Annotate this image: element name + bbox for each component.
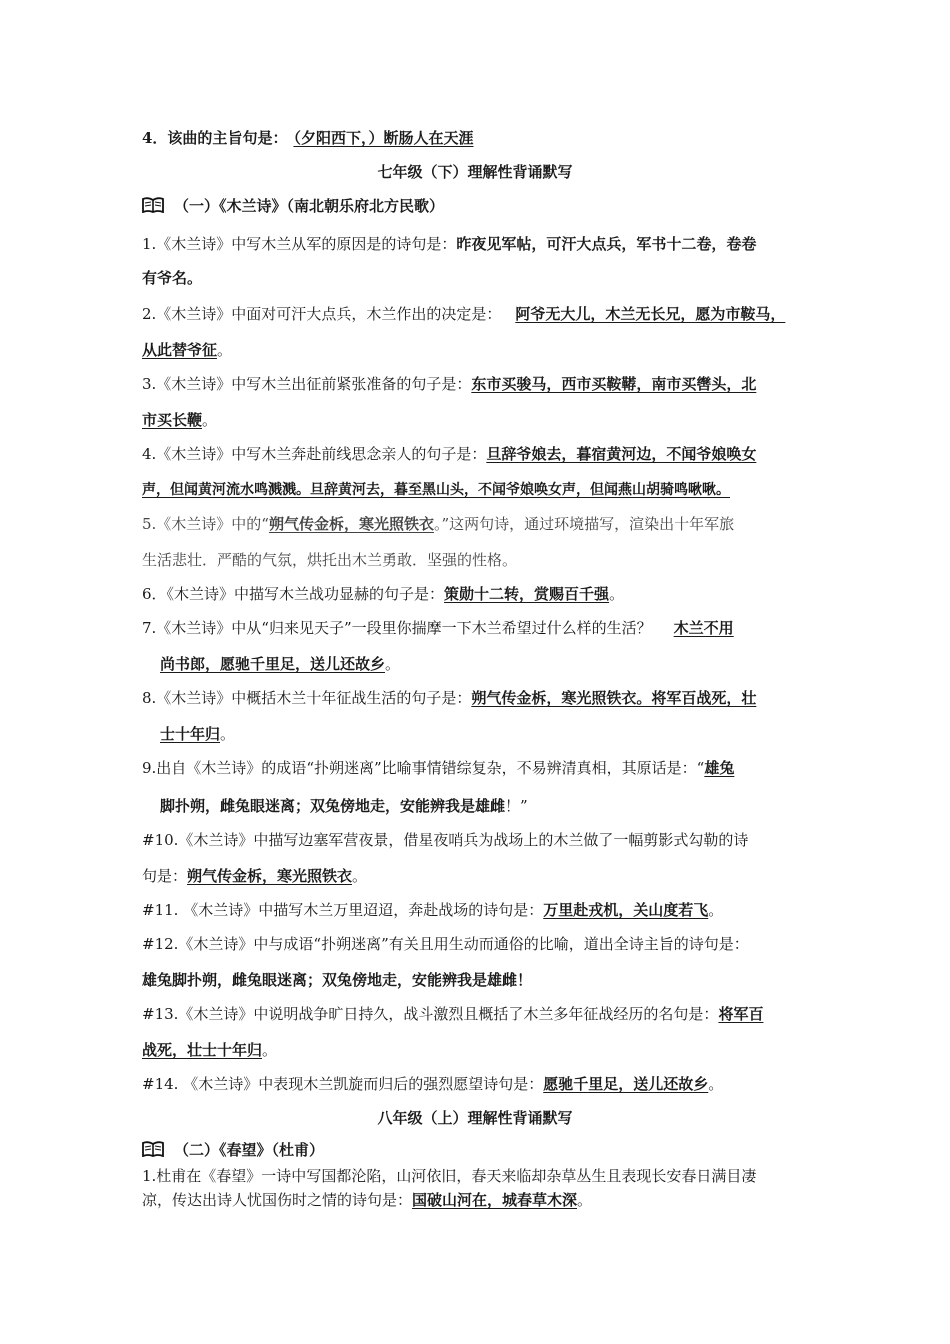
list-item-cont: 士十年归。 [160,725,236,743]
list-item-cont: 声，但闻黄河流水鸣溅溅。旦辞黄河去，暮至黑山头，不闻爷娘唤女声，但闻燕山胡骑鸣啾啾。 [142,482,730,498]
top-item-answer: （夕阳西下，）断肠人在天涯 [293,129,474,147]
list-item: 2.《木兰诗》中面对可汗大点兵，木兰作出的决定是： 阿爷无大儿，木兰无长兄，愿为市鞍马， [142,305,786,323]
section-heading-grade7: 七年级（下）理解性背诵默写 [377,163,573,181]
book-icon [142,1141,164,1157]
list-item-cont: 句是：朔气传金柝，寒光照铁衣。 [142,867,368,885]
top-item: 4．该曲的主旨句是： （夕阳西下，）断肠人在天涯 [142,129,474,147]
list-item: 6．《木兰诗》中描写木兰战功显赫的句子是：策勋十二转，赏赐百千强。 [142,585,625,603]
list-item: 1.《木兰诗》中写木兰从军的原因是的诗句是：昨夜见军帖，可汗大点兵，军书十二卷，卷卷 [142,235,757,253]
list-item: 4.《木兰诗》中写木兰奔赴前线思念亲人的句子是：旦辞爷娘去，暮宿黄河边，不闻爷娘唤女 [142,445,757,463]
list-item: 5.《木兰诗》中的“朔气传金柝，寒光照铁衣。”这两句诗，通过环境描写，渲染出十年军旅 [142,515,735,533]
poem-title-mulan: （一）《木兰诗》（南北朝乐府北方民歌） [142,196,444,216]
list-item-cont: 有爷名。 [142,269,203,287]
list-item: #13.《木兰诗》中说明战争旷日持久，战斗激烈且概括了木兰多年征战经历的名句是：将军百 [142,1005,764,1023]
list-item-cont: 尚书郎，愿驰千里足，送儿还故乡。 [160,655,401,673]
list-item: #12.《木兰诗》中与成语“扑朔迷离”有关且用生动而通俗的比喻，道出全诗主旨的诗句是： [142,935,749,953]
list-item-cont: 凉，传达出诗人忧国伤时之情的诗句是：国破山河在，城春草木深。 [142,1191,593,1209]
section-heading-grade8: 八年级（上）理解性背诵默写 [377,1109,573,1127]
list-item-cont: 战死，壮士十年归。 [142,1041,278,1059]
list-item: 1.杜甫在《春望》一诗中写国都沦陷，山河依旧，春天来临却杂草丛生且表现长安春日满目凄 [142,1167,757,1185]
list-item-cont: 市买长鞭。 [142,411,218,429]
list-item: 8.《木兰诗》中概括木兰十年征战生活的句子是：朔气传金柝，寒光照铁衣。将军百战死，壮 [142,689,757,707]
book-icon [142,197,164,213]
list-item: #14. 《木兰诗》中表现木兰凯旋而归后的强烈愿望诗句是：愿驰千里足，送儿还故乡。 [142,1075,724,1093]
list-item: #10.《木兰诗》中描写边塞军营夜景，借星夜哨兵为战场上的木兰做了一幅剪影式勾勒的诗 [142,831,749,849]
list-item-cont: 雄兔脚扑朔，雌兔眼迷离；双兔傍地走，安能辨我是雄雌！ [142,971,533,989]
list-item-cont: 生活悲壮．严酷的气氛，烘托出木兰勇敢．坚强的性格。 [142,551,518,569]
list-item: 3.《木兰诗》中写木兰出征前紧张准备的句子是：东市买骏马，西市买鞍鞯，南市买辔头，北 [142,375,757,393]
list-item: 7.《木兰诗》中从“归来见天子”一段里你揣摩一下木兰希望过什么样的生活？ 木兰不用 [142,619,734,637]
list-item-cont: 从此替爷征。 [142,341,233,359]
list-item: 9.出自《木兰诗》的成语“扑朔迷离”比喻事情错综复杂，不易辨清真相，其原话是：“雄兔 [142,759,735,777]
list-item: #11. 《木兰诗》中描写木兰万里迢迢，奔赴战场的诗句是：万里赴戎机，关山度若飞。 [142,901,724,919]
poem-title-chunwang: （二）《春望》（杜甫） [142,1140,324,1160]
list-item-cont: 脚扑朔，雌兔眼迷离；双兔傍地走，安能辨我是雄雌！” [160,797,528,815]
